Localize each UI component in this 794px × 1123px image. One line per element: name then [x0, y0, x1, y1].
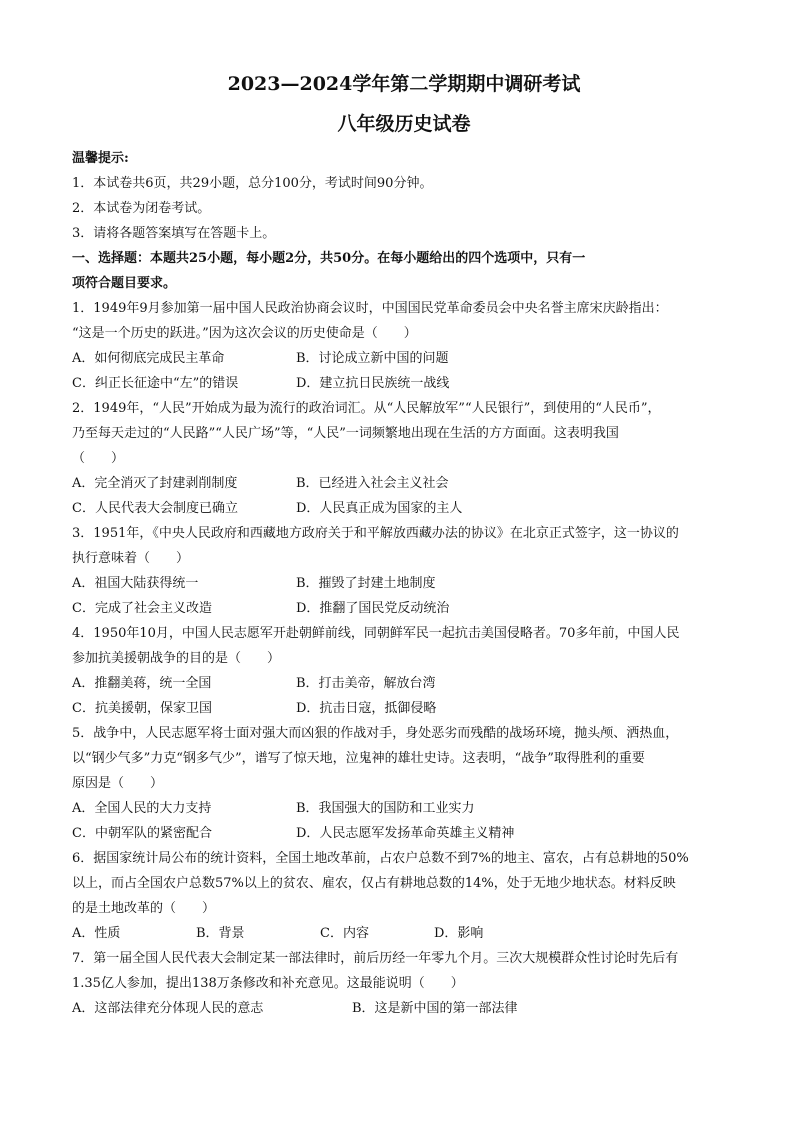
question-7 — [72, 946, 728, 1021]
option-b: B．已经进入社会主义社会 — [296, 476, 449, 491]
question-4 — [72, 621, 728, 721]
option-b: B．我国强大的国防和工业实力 — [296, 801, 475, 816]
option-row — [72, 471, 728, 496]
question-stem-line: （ ） — [72, 451, 125, 466]
option-a: A．全国人民的大力支持 — [72, 801, 212, 816]
option-row — [72, 346, 728, 371]
question-3 — [72, 521, 728, 621]
tip-item: 2．本试卷为闭卷考试。 — [72, 201, 211, 216]
option-row — [72, 921, 728, 946]
question-stem-line: 3．1951年，《中央人民政府和西藏地方政府关于和平解放西藏办法的协议》在北京正式签字，这一协议的 — [72, 526, 679, 541]
question-stem-line: 参加抗美援朝战争的目的是（ ） — [72, 651, 281, 666]
question-stem-line: 4．1950年10月，中国人民志愿军开赴朝鲜前线，同朝鲜军民一起抗击美国侵略者。70多年前，中国人民 — [72, 626, 680, 641]
tip-item: 3．请将各题答案填写在答题卡上。 — [72, 226, 276, 241]
question-5 — [72, 721, 728, 846]
option-row — [72, 671, 728, 696]
option-d: D．人民志愿军发扬革命英雄主义精神 — [296, 826, 515, 841]
option-b: B．摧毁了封建土地制度 — [296, 576, 436, 591]
question-stem-line: 以上，而占全国农户总数57%以上的贫农、雇农，仅占有耕地总数的14%，处于无地少地状态。材料反映 — [72, 876, 676, 891]
option-row — [72, 696, 728, 721]
option-a: A．推翻美蒋，统一全国 — [72, 676, 212, 691]
option-row — [72, 821, 728, 846]
option-d: D．抗击日寇，抵御侵略 — [296, 701, 437, 716]
question-stem-line: 以“钢少气多”力克“钢多气少”，谱写了惊天地，泣鬼神的雄壮史诗。这表明，“战争”取得胜利的重要 — [72, 751, 645, 766]
option-b: B．这是新中国的第一部法律 — [352, 1001, 518, 1016]
question-stem-line: 乃至每天走过的“人民路”“人民广场”等，“人民”一词频繁地出现在生活的方方面面。这表明我国 — [72, 426, 619, 441]
question-stem-line: 2．1949年，“人民”开始成为最为流行的政治词汇。从“人民解放军”“人民银行”，到使用的“人民币”， — [72, 401, 661, 416]
option-b: B．背景 — [196, 926, 245, 941]
question-stem-line: 5．战争中，人民志愿军将士面对强大而凶狠的作战对手，身处恶劣而残酷的战场环境，抛头颅、洒热血， — [72, 726, 679, 741]
question-stem-line: “这是一个历史的跃进。”因为这次会议的历史使命是（ ） — [72, 326, 417, 341]
section-heading — [72, 246, 728, 296]
option-d: D．建立抗日民族统一战线 — [296, 376, 450, 391]
option-c: C．中朝军队的紧密配合 — [72, 826, 212, 841]
question-stem-line: 原因是（ ） — [72, 776, 164, 791]
question-2 — [72, 396, 728, 521]
option-c: C．内容 — [320, 926, 369, 941]
option-row — [72, 496, 728, 521]
option-a: A．如何彻底完成民主革命 — [72, 351, 225, 366]
question-stem-line: 的是土地改革的（ ） — [72, 901, 216, 916]
option-c: C．完成了社会主义改造 — [72, 601, 212, 616]
question-1 — [72, 296, 728, 396]
option-d: D．推翻了国民党反动统治 — [296, 601, 450, 616]
question-stem-line: 6．据国家统计局公布的统计资料，全国土地改革前，占农户总数不到7%的地主、富农，占有总耕地的50% — [72, 851, 689, 866]
question-stem-line: 执行意味着（ ） — [72, 551, 190, 566]
section-heading-line: 一、选择题：本题共25小题，每小题2分，共50分。在每小题给出的四个选项中，只有一 — [72, 251, 586, 266]
option-b: B．讨论成立新中国的问题 — [296, 351, 449, 366]
option-a: A．完全消灭了封建剥削制度 — [72, 476, 238, 491]
option-c: C．纠正长征途中“左”的错误 — [72, 376, 239, 391]
option-row — [72, 596, 728, 621]
option-a: A．这部法律充分体现人民的意志 — [72, 1001, 264, 1016]
option-b: B．打击美帝，解放台湾 — [296, 676, 436, 691]
option-c: C．抗美援朝，保家卫国 — [72, 701, 212, 716]
option-row — [72, 996, 728, 1021]
tips-heading: 温馨提示: — [72, 151, 129, 166]
exam-title: 2023—2024学年第二学期期中调研考试 — [227, 73, 581, 95]
question-stem-line: 1．1949年9月参加第一届中国人民政治协商会议时，中国国民党革命委员会中央名誉主席宋庆龄指出： — [72, 301, 668, 316]
question-stem-line: 1.35亿人参加，提出138万条修改和补充意见。这最能说明（ ） — [72, 976, 464, 991]
option-d: D．人民真正成为国家的主人 — [296, 501, 463, 516]
option-a: A．祖国大陆获得统一 — [72, 576, 199, 591]
option-a: A．性质 — [72, 926, 121, 941]
option-c: C．人民代表大会制度已确立 — [72, 501, 238, 516]
option-row — [72, 796, 728, 821]
option-row — [72, 571, 728, 596]
exam-subtitle: 八年级历史试卷 — [337, 113, 471, 135]
section-heading-line: 项符合题目要求。 — [72, 276, 177, 291]
question-stem-line: 7．第一届全国人民代表大会制定某一部法律时，前后历经一年零九个月。三次大规模群众性讨论时先后有 — [72, 951, 679, 966]
question-6 — [72, 846, 728, 946]
tips-section — [72, 146, 728, 246]
option-row — [72, 371, 728, 396]
option-d: D．影响 — [434, 926, 484, 941]
tip-item: 1．本试卷共6页，共29小题，总分100分，考试时间90分钟。 — [72, 176, 433, 191]
